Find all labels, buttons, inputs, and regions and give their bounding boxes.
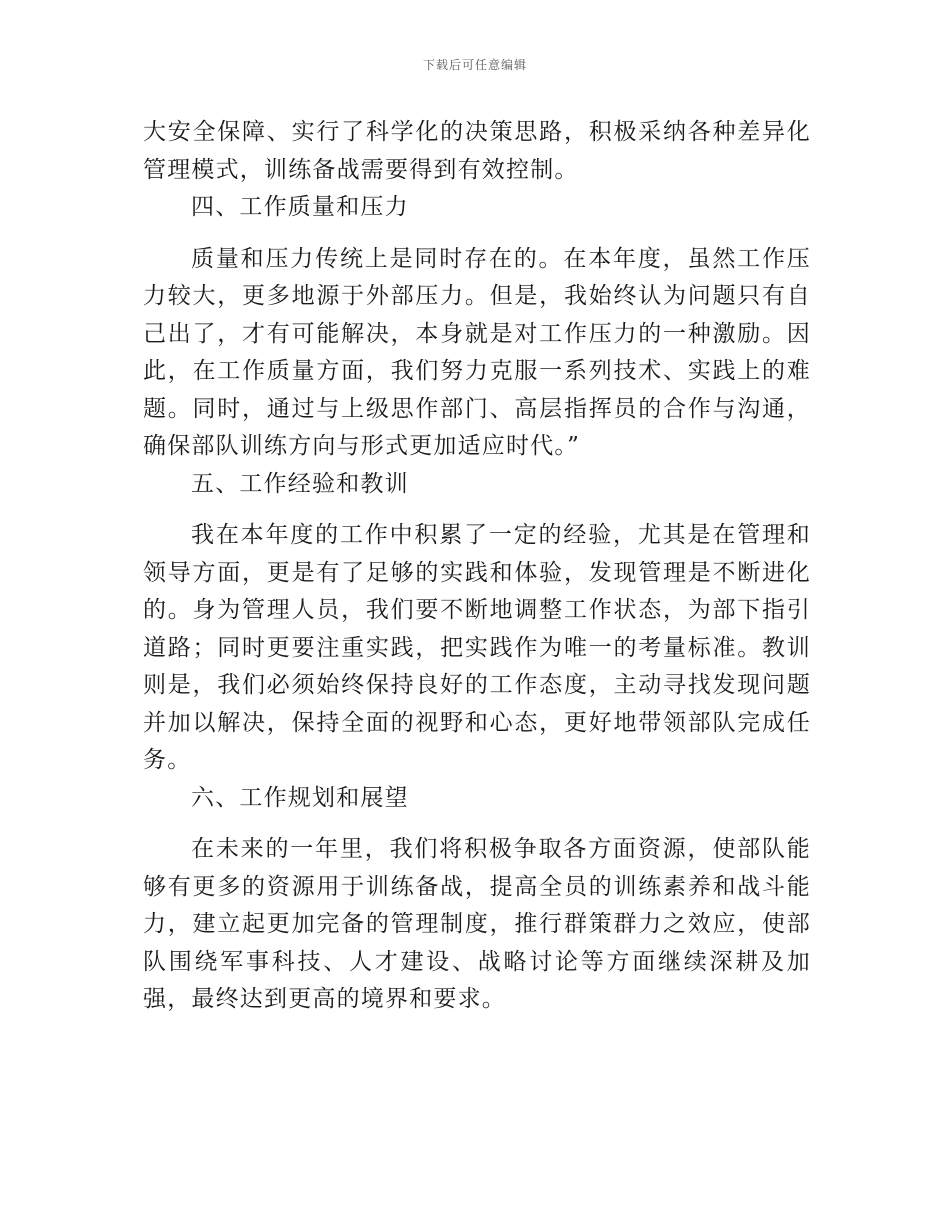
document-body — [143, 114, 811, 1019]
paragraph-section-4: 质量和压力传统上是同时存在的。在本年度，虽然工作压力较大，更多地源于外部压力。但是，我始终认为问题只有自己出了，才有可能解决，本身就是对工作压力的一种激励。因此，在工作质量方面，我们努力克服一系列技术、实践上的难题。同时，通过与上级思作部门、高层指挥员的合作与沟通，确保部队训练方向与形式更加适应时代。” — [143, 245, 811, 459]
paragraph-section-6: 在未来的一年里，我们将积极争取各方面资源，使部队能够有更多的资源用于训练备战，提高全员的训练素养和战斗能力，建立起更加完备的管理制度，推行群策群力之效应，使部队围绕军事科技、人才建设、战略讨论等方面继续深耕及加强，最终达到更高的境界和要求。 — [143, 836, 811, 1012]
paragraph-section-5: 我在本年度的工作中积累了一定的经验，尤其是在管理和领导方面，更是有了足够的实践和体验，发现管理是不断进化的。身为管理人员，我们要不断地调整工作状态，为部下指引道路；同时更要注重实践，把实践作为唯一的考量标准。教训则是，我们必须始终保持良好的工作态度，主动寻找发现问题并加以解决，保持全面的视野和心态，更好地带领部队完成任务。 — [143, 522, 811, 773]
paragraph-continuation: 大安全保障、实行了科学化的决策思路，积极采纳各种差异化管理模式，训练备战需要得到有效控制。 — [143, 119, 811, 183]
section-heading-5: 五、工作经验和教训 — [191, 470, 409, 497]
section-heading-6: 六、工作规划和展望 — [191, 784, 409, 811]
section-heading-4: 四、工作质量和压力 — [191, 194, 409, 220]
page-header-note: 下载后可任意编辑 — [422, 58, 527, 72]
